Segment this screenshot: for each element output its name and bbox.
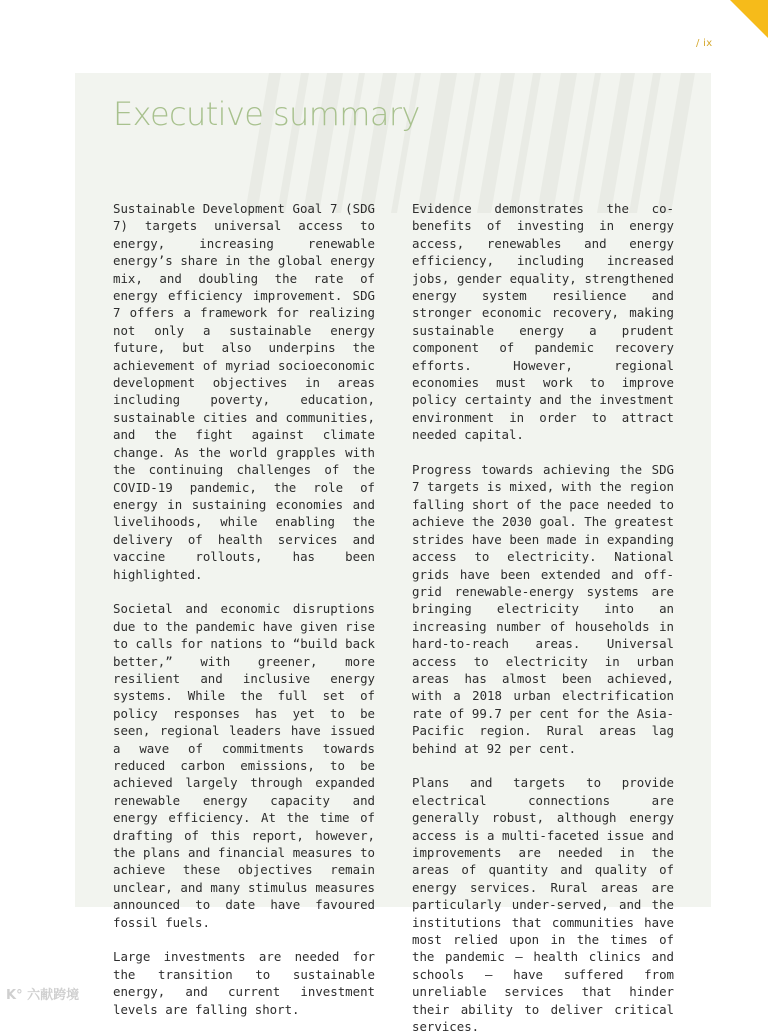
summary-panel (75, 73, 711, 1035)
corner-accent (730, 0, 768, 38)
page-number: / ix (696, 38, 713, 49)
watermark-logo: K° 六献跨境 (6, 988, 80, 1003)
paragraph: Evidence demonstrates the co-benefits of investing in energy access, renewables and energy efficiency, including increased jobs, gender equality, strengthened energy system resilience and stronger economic recovery, making sustainable energy a prudent component of pandemic recovery efforts. However, regional economies must work to improve policy certainty and the investment environment in order to attract needed capital. (412, 201, 674, 443)
paragraph: Societal and economic disruptions due to the pandemic have given rise to calls for nations to “build back better,” with greener, more resilient and inclusive energy systems. While the full set of policy responses has yet to be seen, regional leaders have issued a wave of commitments towards reduced carbon emissions, to be achieved largely through expanded renewable energy capacity and energy efficiency. At the time of drafting of this report, however, the plans and financial measures to achieve these objectives remain unclear, and many stimulus measures announced to date have favoured fossil fuels. (113, 601, 375, 930)
paragraph: Large investments are needed for the transition to sustainable energy, and current investment levels are falling short. (113, 949, 375, 1017)
paragraph: Plans and targets to provide electrical connections are generally robust, although energy access is a multi-faceted issue and improvements are needed in the areas of quantity and quality of energy services. Rural areas are particularly under-served, and the institutions that communities have most relied upon in the times of the pandemic – health clinics and schools – have suffered from unreliable services that hinder their ability to deliver critical services. (412, 775, 674, 1035)
paragraph: Progress towards achieving the SDG 7 targets is mixed, with the region falling short of the pace needed to achieve the 2030 goal. The greatest strides have been made in expanding access to electricity. National grids have been extended and off-grid renewable-energy systems are bringing electricity into an increasing number of households in hard-to-reach areas. Universal access to electricity in urban areas has almost been achieved, with a 2018 urban electrification rate of 99.7 per cent for the Asia-Pacific region. Rural areas lag behind at 92 per cent. (412, 462, 674, 756)
right-column (412, 200, 674, 1035)
page-title: Executive summary (113, 95, 420, 133)
paragraph: Sustainable Development Goal 7 (SDG 7) targets universal access to energy, increasing renewable energy’s share in the global energy mix, and doubling the rate of energy efficiency improvement. SDG 7 offers a framework for realizing not only a sustainable energy future, but also underpins the achievement of myriad socioeconomic development objectives in areas including poverty, education, sustainable cities and communities, and the fight against climate change. As the world grapples with the continuing challenges of the COVID-19 pandemic, the role of energy in sustaining economies and livelihoods, while enabling the delivery of health services and vaccine rollouts, has been highlighted. (113, 201, 375, 582)
decorative-stripes (225, 73, 705, 213)
left-column (113, 200, 375, 1018)
